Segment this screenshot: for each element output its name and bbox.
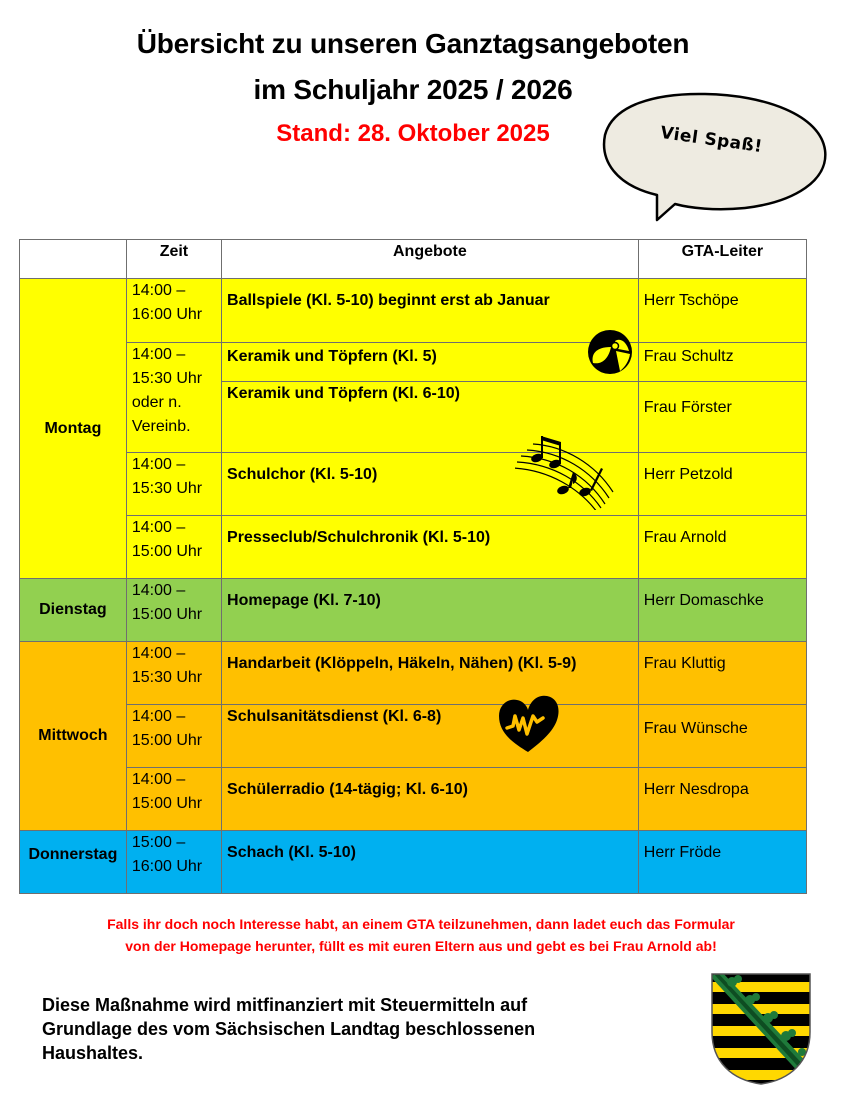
- offer-cell: Keramik und Töpfern (Kl. 5): [222, 343, 639, 382]
- offer-cell: Ballspiele (Kl. 5-10) beginnt erst ab Januar: [222, 279, 639, 343]
- notice-text: [0, 913, 842, 957]
- time-cell: [126, 453, 221, 516]
- music-notes-icon: [515, 430, 625, 510]
- leader-cell: Herr Tschöpe: [638, 279, 806, 343]
- table-row: [20, 579, 807, 642]
- time-cell: [126, 831, 221, 894]
- offer-cell: Schach (Kl. 5-10): [222, 831, 639, 894]
- table-row: [20, 831, 807, 894]
- leader-cell: Frau Förster: [638, 382, 806, 453]
- time-end: 15:00 Uhr: [131, 606, 203, 623]
- table-row: [20, 279, 807, 343]
- beach-ball-icon: [585, 327, 635, 377]
- leader-cell: Frau Schultz: [638, 343, 806, 382]
- table-row: [20, 705, 807, 768]
- leader-cell: Herr Petzold: [638, 453, 806, 516]
- leader-cell: Herr Fröde: [638, 831, 806, 894]
- day-mittwoch: Mittwoch: [20, 642, 127, 831]
- day-montag: Montag: [20, 279, 127, 579]
- time-end: 16:00 Uhr: [131, 306, 203, 323]
- time-start: 14:00 –: [131, 771, 186, 788]
- time-cell: [126, 642, 221, 705]
- time-end: 15:00 Uhr: [131, 795, 203, 812]
- time-cell: [126, 768, 221, 831]
- leader-cell: Frau Kluttig: [638, 642, 806, 705]
- funding-text: [42, 993, 662, 1065]
- header-offer: Angebote: [222, 240, 639, 279]
- time-cell: [126, 705, 221, 768]
- time-end: 15:30 Uhr: [131, 480, 203, 497]
- page-title-line2: im Schuljahr 2025 / 2026: [253, 74, 573, 105]
- leader-cell: Herr Domaschke: [638, 579, 806, 642]
- time-cell: [126, 516, 221, 579]
- day-donnerstag: Donnerstag: [20, 831, 127, 894]
- time-cell: [126, 279, 221, 343]
- offer-cell: Homepage (Kl. 7-10): [222, 579, 639, 642]
- leader-cell: Frau Arnold: [638, 516, 806, 579]
- heartbeat-icon: [495, 692, 561, 758]
- leader-cell: Herr Nesdropa: [638, 768, 806, 831]
- time-start: 14:00 –: [131, 708, 186, 725]
- time-start: 14:00 –: [131, 519, 186, 536]
- time-cell: [126, 579, 221, 642]
- time-start: 15:00 –: [131, 834, 186, 851]
- time-end: 16:00 Uhr: [131, 858, 203, 875]
- time-start: 14:00 –: [131, 346, 186, 363]
- table-row: [20, 453, 807, 516]
- speech-bubble-text: Viel Spaß!: [659, 122, 764, 158]
- offer-cell: Presseclub/Schulchronik (Kl. 5-10): [222, 516, 639, 579]
- header-leader: GTA-Leiter: [638, 240, 806, 279]
- stand-date: Stand: 28. Oktober 2025: [276, 120, 550, 147]
- table-row: [20, 768, 807, 831]
- notice-line2: von der Homepage herunter, füllt es mit euren Eltern aus und gebt es bei Frau Arnold ab!: [125, 938, 717, 954]
- table-row: [20, 516, 807, 579]
- time-note: oder n.: [131, 394, 182, 411]
- time-start: 14:00 –: [131, 645, 186, 662]
- funding-line1: Diese Maßnahme wird mitfinanziert mit Steuermitteln auf: [42, 995, 528, 1015]
- time-cell: [126, 343, 221, 453]
- leader-cell: Frau Wünsche: [638, 705, 806, 768]
- time-end: 15:30 Uhr: [131, 669, 203, 686]
- page-title-line1: Übersicht zu unseren Ganztagsangeboten: [136, 28, 690, 59]
- header-day: [20, 240, 127, 279]
- schedule-table: [19, 239, 807, 894]
- speech-bubble-icon: [595, 90, 830, 225]
- header-time: Zeit: [126, 240, 221, 279]
- saxony-coat-of-arms-icon: [710, 972, 812, 1086]
- time-end: 15:00 Uhr: [131, 732, 203, 749]
- time-start: 14:00 –: [131, 456, 186, 473]
- time-note: Vereinb.: [131, 418, 191, 435]
- time-start: 14:00 –: [131, 582, 186, 599]
- time-end: 15:30 Uhr: [131, 370, 203, 387]
- table-row: [20, 642, 807, 705]
- day-dienstag: Dienstag: [20, 579, 127, 642]
- offer-cell: Schülerradio (14-tägig; Kl. 6-10): [222, 768, 639, 831]
- offer-cell: Handarbeit (Klöppeln, Häkeln, Nähen) (Kl. 5-9): [222, 642, 639, 705]
- time-end: 15:00 Uhr: [131, 543, 203, 560]
- funding-line3: Haushaltes.: [42, 1043, 144, 1063]
- table-header-row: [20, 240, 807, 279]
- table-row: [20, 343, 807, 382]
- offer-cell: Keramik und Töpfern (Kl. 6-10): [222, 382, 639, 453]
- funding-line2: Grundlage des vom Sächsischen Landtag beschlossenen: [42, 1019, 536, 1039]
- notice-line1: Falls ihr doch noch Interesse habt, an einem GTA teilzunehmen, dann ladet euch das Formular: [107, 916, 735, 932]
- time-start: 14:00 –: [131, 282, 186, 299]
- offer-cell: Schulsanitätsdienst (Kl. 6-8): [222, 705, 639, 768]
- offer-cell: Schulchor (Kl. 5-10): [222, 453, 639, 516]
